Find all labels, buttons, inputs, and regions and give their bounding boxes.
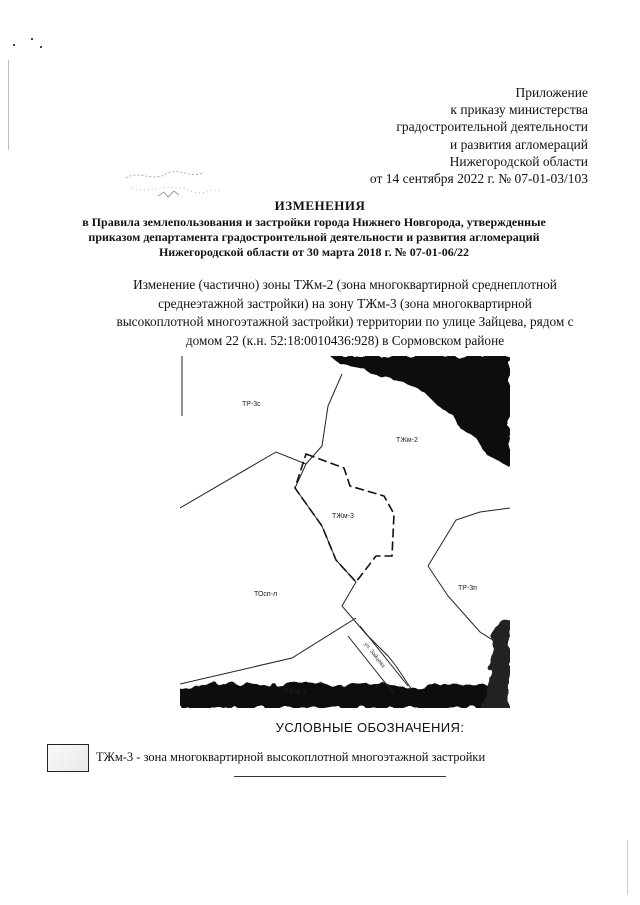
scan-edge-line <box>627 840 628 895</box>
subheading-line: в Правила землепользования и застройки города Нижнего Новгорода, утвержденные <box>82 215 546 229</box>
zoning-map <box>180 356 510 708</box>
appendix-line: к приказу министерства <box>450 102 588 118</box>
scan-speck <box>13 44 15 46</box>
legend-divider <box>234 776 446 777</box>
zone-label-tzhm2: ТЖм-2 <box>396 437 418 444</box>
description-line: высокоплотной многоэтажной застройки) территории по улице Зайцева, рядом с <box>116 314 574 329</box>
scan-edge-line <box>8 60 9 150</box>
description-line: домом 22 (к.н. 52:18:0010436:928) в Сормовском районе <box>185 332 505 348</box>
zone-label-tr3p: ТР-3п <box>458 585 477 592</box>
appendix-block <box>370 84 588 187</box>
change-description <box>95 276 595 350</box>
appendix-line: и развития агломераций <box>449 136 588 152</box>
zone-label-tosp: ТОсп-л <box>254 591 278 598</box>
appendix-line: Приложение <box>515 85 588 100</box>
legend-swatch <box>47 744 89 772</box>
zone-label-tzhm3-center: ТЖм-3 <box>332 513 354 520</box>
subheading-line: приказом департамента градостроительной деятельности и развития агломераций <box>88 230 540 244</box>
description-line: Изменение (частично) зоны ТЖм-2 (зона многоквартирной среднеплотной <box>133 277 557 292</box>
scan-speck <box>40 46 42 48</box>
legend-item-label: ТЖм-3 - зона многоквартирной высокоплотной многоэтажной застройки <box>96 750 486 764</box>
description-line: среднеэтажной застройки) на зону ТЖм-3 (зона многоквартирной <box>158 295 532 311</box>
appendix-line: Нижегородской области <box>449 153 588 169</box>
scan-speck <box>31 38 33 40</box>
subheading-line: Нижегородской области от 30 марта 2018 г. № 07-01-06/22 <box>158 245 470 259</box>
dark-zone-bottom <box>180 682 510 708</box>
document-subheading <box>48 215 580 260</box>
street-label: ул. Зайцева <box>362 641 386 670</box>
zone-label-tzhm3-bottom: ТЖм-3 <box>284 689 306 696</box>
zone-label-tr3s: ТР-3с <box>242 401 261 408</box>
appendix-date-line: от 14 сентября 2022 г. № 07-01-03/103 <box>369 171 588 187</box>
appendix-line: градостроительной деятельности <box>396 119 588 135</box>
legend-title: УСЛОВНЫЕ ОБОЗНАЧЕНИЯ: <box>275 720 465 735</box>
document-heading: ИЗМЕНЕНИЯ <box>274 198 366 213</box>
